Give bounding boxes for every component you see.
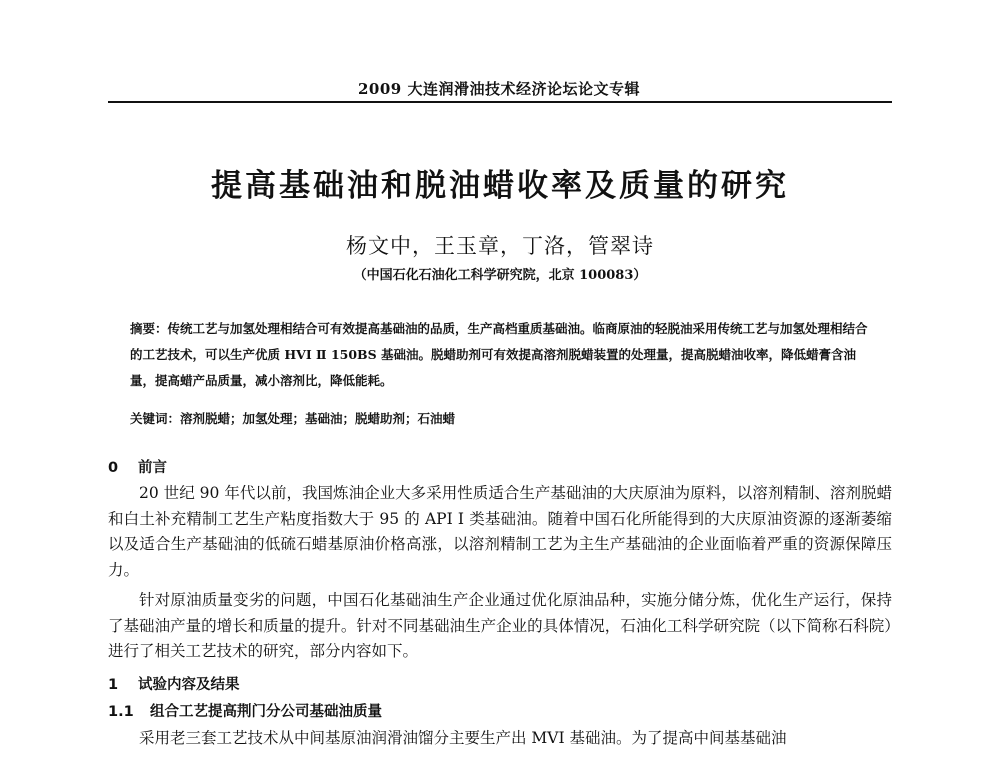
paragraph-intro-1: 20 世纪 90 年代以前，我国炼油企业大多采用性质适合生产基础油的大庆原油为原料，以溶剂精制、溶剂脱蜡和白土补充精制工艺生产粘度指数大于 95 的 API Ⅰ 类基础油。随着中国石化所能得到的大庆原油资源的逐渐萎缩以及适合生产基础油的低硫石蜡基原油价格高涨，以溶剂精制工艺为主生产基础油的企业面临着严重的资源保障压力。 — [108, 484, 892, 579]
paper-title: 提高基础油和脱油蜡收率及质量的研究 — [211, 168, 789, 204]
paragraph-intro-2: 针对原油质量变劣的问题，中国石化基础油生产企业通过优化原油品种，实施分储分炼，优化生产运行，保持了基础油产量的增长和质量的提升。针对不同基础油生产企业的具体情况，石油化工科学研究院（以下简称石科院）进行了相关工艺技术的研究，部分内容如下。 — [108, 591, 892, 660]
subsection-heading-1-1 — [108, 700, 382, 721]
affiliation: （中国石化石油化工科学研究院，北京 100083） — [353, 268, 647, 283]
authors: 杨文中，王玉章，丁洛，管翠诗 — [346, 234, 654, 258]
header-rule — [108, 101, 892, 103]
section-title: 前言 — [138, 460, 167, 476]
keywords-text: 溶剂脱蜡；加氢处理；基础油；脱蜡助剂；石油蜡 — [180, 411, 456, 426]
keywords — [130, 409, 870, 427]
abstract — [130, 316, 870, 394]
section-number: 0 — [108, 460, 119, 476]
subsection-title: 组合工艺提高荆门分公司基础油质量 — [150, 704, 382, 720]
section-heading-1 — [108, 673, 240, 694]
paragraph-1-1: 采用老三套工艺技术从中间基原油润滑油馏分主要生产出 MVI 基础油。为了提高中间基基础油 — [139, 729, 787, 747]
section-number: 1 — [108, 677, 119, 693]
abstract-label: 摘要： — [130, 321, 168, 336]
keywords-label: 关键词： — [130, 411, 181, 426]
section-title: 试验内容及结果 — [138, 677, 240, 693]
running-header: 2009 大连润滑油技术经济论坛论文专辑 — [358, 80, 640, 98]
abstract-text: 传统工艺与加氢处理相结合可有效提高基础油的品质，生产高档重质基础油。临商原油的轻脱油采用传统工艺与加氢处理相结合的工艺技术，可以生产优质 HVI Ⅱ 150BS 基础油。脱蜡助剂可有效提高溶剂脱蜡装置的处理量，提高脱蜡油收率，降低蜡膏含油量，提高蜡产品质量，减小溶剂比，降低能耗。 — [130, 321, 868, 388]
subsection-number: 1.1 — [108, 704, 134, 720]
section-heading-0 — [108, 456, 167, 477]
